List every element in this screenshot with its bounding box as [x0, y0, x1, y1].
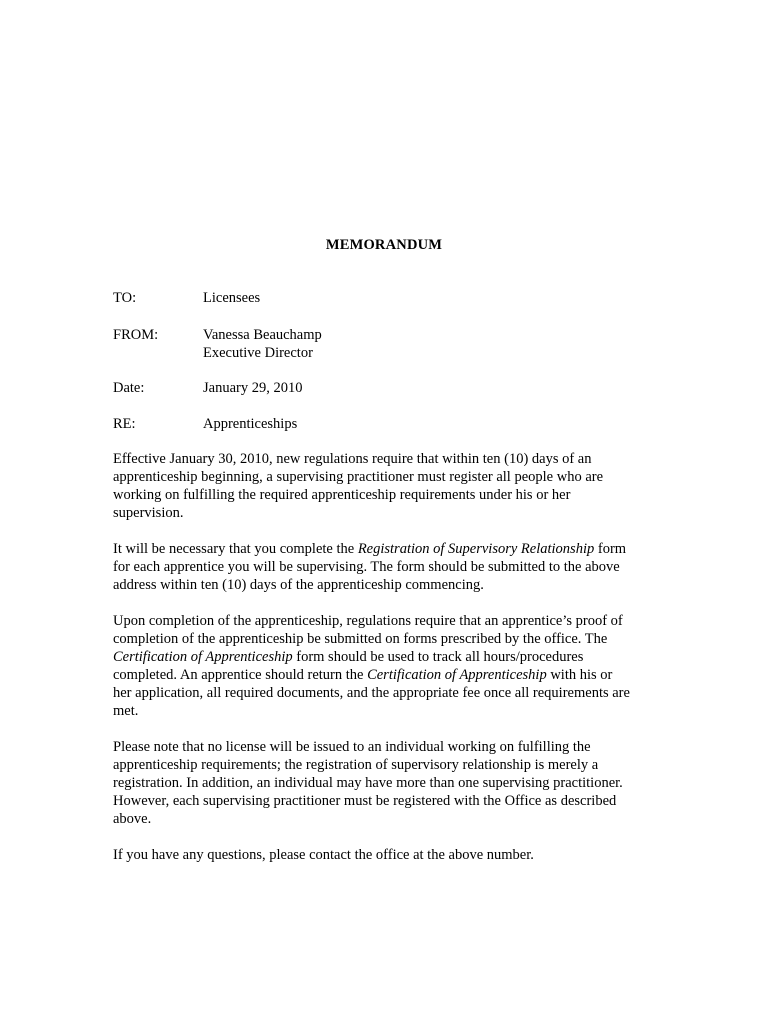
to-label: TO: [113, 290, 137, 306]
memo-title: MEMORANDUM [325, 237, 443, 253]
paragraph-line [113, 540, 658, 558]
from-title: Executive Director [203, 345, 313, 361]
paragraph-line: address within ten (10) days of the apprenticeship commencing. [113, 577, 484, 593]
memo-body [113, 450, 658, 882]
text-run: form should be used to track all hours/procedures [292, 649, 584, 665]
date-value: January 29, 2010 [203, 380, 303, 396]
to-value: Licensees [203, 290, 261, 306]
text-run: completed. An apprentice should return the [113, 667, 368, 683]
form-name-certification: Certification of Apprenticeship [113, 649, 293, 665]
paragraph-4 [113, 738, 658, 828]
paragraph-line: If you have any questions, please contact the office at the above number. [113, 847, 534, 863]
paragraph-line: apprenticeship requirements; the registration of supervisory relationship is merely a [113, 757, 599, 773]
paragraph-line: Please note that no license will be issued to an individual working on fulfilling the [113, 739, 591, 755]
paragraph-line: Effective January 30, 2010, new regulations require that within ten (10) days of an [113, 451, 592, 467]
paragraph-line: registration. In addition, an individual may have more than one supervising practitioner. [113, 775, 623, 791]
paragraph-2 [113, 540, 658, 594]
re-value: Apprenticeships [203, 416, 298, 432]
paragraph-line: working on fulfilling the required apprenticeship requirements under his or her [113, 487, 571, 503]
paragraph-line: Upon completion of the apprenticeship, regulations require that an apprentice’s proof of [113, 613, 623, 629]
form-name-certification: Certification of Apprenticeship [367, 667, 547, 683]
from-name: Vanessa Beauchamp [203, 327, 322, 343]
paragraph-line: apprenticeship beginning, a supervising practitioner must register all people who are [113, 469, 604, 485]
form-name-registration: Registration of Supervisory Relationship [357, 541, 595, 557]
paragraph-line: her application, all required documents, and the appropriate fee once all requirements are [113, 685, 630, 701]
paragraph-line: completion of the apprenticeship be submitted on forms prescribed by the office. The [113, 631, 608, 647]
paragraph-line [113, 666, 658, 684]
paragraph-line [113, 648, 658, 666]
paragraph-line: However, each supervising practitioner must be registered with the Office as described [113, 793, 617, 809]
paragraph-line: met. [113, 703, 139, 719]
text-run: It will be necessary that you complete the [113, 541, 358, 557]
paragraph-line: supervision. [113, 505, 184, 521]
date-label: Date: [113, 380, 145, 396]
re-label: RE: [113, 416, 136, 432]
paragraph-5 [113, 846, 658, 864]
paragraph-1 [113, 450, 658, 522]
paragraph-line: for each apprentice you will be supervising. The form should be submitted to the above [113, 559, 620, 575]
text-run: with his or [546, 667, 613, 683]
paragraph-line: above. [113, 811, 152, 827]
text-run: form [594, 541, 627, 557]
paragraph-3 [113, 612, 658, 720]
from-label: FROM: [113, 327, 159, 343]
